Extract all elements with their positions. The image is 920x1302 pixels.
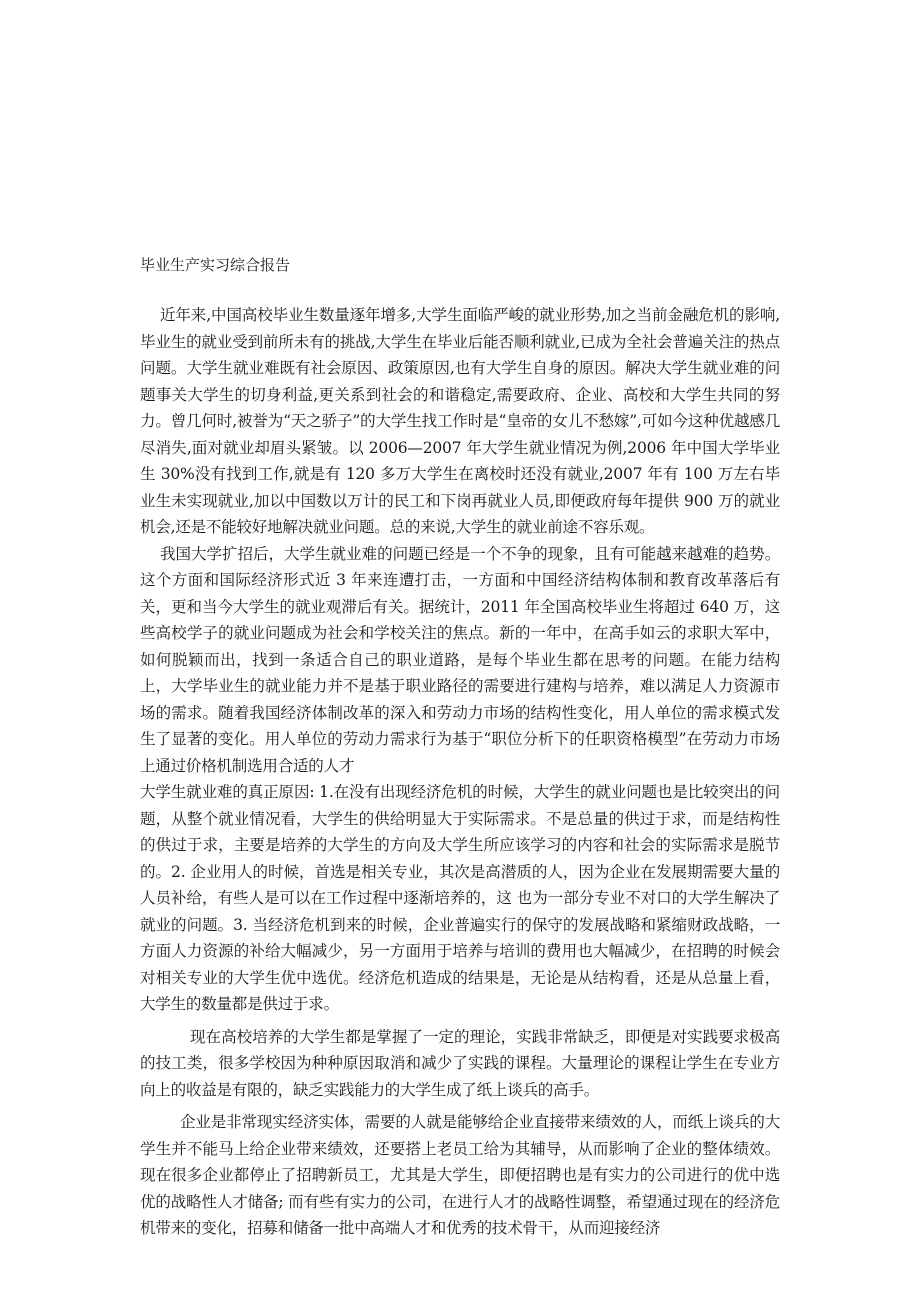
document-title: 毕业生产实习综合报告	[140, 256, 291, 274]
paragraph-2: 我国大学扩招后，大学生就业难的问题已经是一个不争的现象，且有可能越来越难的趋势。这个方面和国际经济形式近 3 年来连遭打击，一方面和中国经济结构体制和教育改革落后有关，更和当今大学生的就业观滞后有关。据统计，2011 年全国高校毕业生将超过 640 万，这些高校学子的就业问题成为社会和学校关注的焦点。新的一年中，在高手如云的求职大军中，如何脱颖而出，找到一条适合自己的职业道路，是每个毕业生都在思考的问题。在能力结构上，大学毕业生的就业能力并不是基于职业路径的需要进行建构与培养，难以满足人力资源市场的需求。随着我国经济体制改革的深入和劳动力市场的结构性变化，用人单位的需求模式发生了显著的变化。用人单位的劳动力需求行为基于“职位分析下的任职资格模型”在劳动力市场上通过价格机制选用合适的人才	[140, 544, 780, 775]
paragraph-1: 近年来,中国高校毕业生数量逐年增多,大学生面临严峻的就业形势,加之当前金融危机的影响,毕业生的就业受到前所未有的挑战,大学生在毕业后能否顺利就业,已成为全社会普遍关注的热点问题。大学生就业难既有社会原因、政策原因,也有大学生自身的原因。解决大学生就业难的问题事关大学生的切身利益,更关系到社会的和谐稳定,需要政府、企业、高校和大学生共同的努力。曾几何时,被誉为“天之骄子”的大学生找工作时是“皇帝的女儿不愁嫁”,可如今这种优越感几尽消失,面对就业却眉头紧皱。以 2006—2007 年大学生就业情况为例,2006 年中国大学毕业生 30%没有找到工作,就是有 120 多万大学生在离校时还没有就业,2007 年有 100 万左右毕业生未实现就业,加以中国数以万计的民工和下岗再就业人员,即便政府每年提供 900 万的就业机会,还是不能较好地解决就业问题。总的来说,大学生的就业前途不容乐观。	[140, 306, 780, 536]
paragraph-3: 大学生就业难的真正原因: 1.在没有出现经济危机的时候，大学生的就业问题也是比较突出的问题，从整个就业情况看，大学生的供给明显大于实际需求。不是总量的供过于求，而是结构性的供过于求，主要是培养的大学生的方向及大学生所应该学习的内容和社会的实际需求是脱节的。2. 企业用人的时候，首选是相关专业，其次是高潜质的人，因为企业在发展期需要大量的人员补给，有些人是可以在工作过程中逐渐培养的，这 也为一部分专业不对口的大学生解决了就业的问题。3. 当经济危机到来的时候，企业普遍实行的保守的发展战略和紧缩财政战略，一方面人力资源的补给大幅减少，另一方面用于培养与培训的费用也大幅减少，在招聘的时候会对相关专业的大学生优中选优。经济危机造成的结果是，无论是从结构看，还是从总量上看，大学生的数量都是供过于求。	[140, 783, 780, 1013]
document-body	[140, 252, 780, 1242]
paragraph-4: 现在高校培养的大学生都是掌握了一定的理论，实践非常缺乏，即便是对实践要求极高的技工类，很多学校因为种种原因取消和减少了实践的课程。大量理论的课程让学生在专业方向上的收益是有限的，缺乏实践能力的大学生成了纸上谈兵的高手。	[140, 1027, 780, 1099]
paragraph-5: 企业是非常现实经济实体，需要的人就是能够给企业直接带来绩效的人，而纸上谈兵的大学生并不能马上给企业带来绩效，还要搭上老员工给为其辅导，从而影响了企业的整体绩效。现在很多企业都停止了招聘新员工，尤其是大学生，即便招聘也是有实力的公司进行的优中选优的战略性人才储备; 而有些有实力的公司，在进行人才的战略性调整，希望通过现在的经济危机带来的变化，招募和储备一批中高端人才和优秀的技术骨干，从而迎接经济	[140, 1113, 780, 1237]
